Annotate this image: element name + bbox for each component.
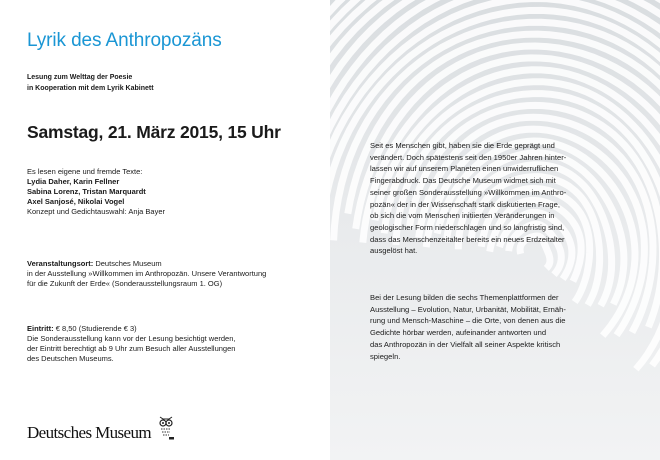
text-line: Ausstellung – Evolution, Natur, Urbanität, Mobilität, Ernäh-	[370, 304, 566, 314]
reader-names: Sabina Lorenz, Tristan Marquardt	[27, 187, 146, 196]
text-line: dass das Menschenzeitalter bereits ein neues Erdzeitalter	[370, 234, 565, 244]
readers-intro: Es lesen eigene und fremde Texte:	[27, 167, 143, 176]
subtitle-line: Lesung zum Welttag der Poesie	[27, 74, 133, 81]
text-line: Bei der Lesung bilden die sechs Themenplattformen der	[370, 293, 559, 302]
readers-block	[27, 167, 327, 217]
text-line: seiner großen Sonderausstellung »Willkommen im Anthro-	[370, 187, 567, 197]
owl-logo-icon	[157, 414, 175, 445]
text-line: lassen wir auf unserem Planeten einen unwiderruflichen	[370, 164, 559, 174]
venue-label: Veranstaltungsort:	[27, 259, 94, 268]
entry-label: Eintritt:	[27, 324, 54, 333]
text-line: verändert. Doch spätestens seit den 1950er Jahren hinter-	[370, 152, 567, 162]
text-line: pozän« der in der Wissenschaft stark diskutierten Frage,	[370, 199, 560, 209]
text-line: rung und Mensch-Maschine – die Orte, von denen aus die	[370, 316, 566, 326]
venue-name: Deutsches Museum	[93, 259, 162, 268]
text-line: ob sich die vom Menschen initiierten Veränderungen in	[370, 211, 555, 221]
venue-line: für die Zukunft der Erde« (Sonderausstellungsraum 1. OG)	[27, 279, 223, 288]
reader-names: Lydia Daher, Karin Fellner	[27, 177, 120, 186]
subtitle-line: in Kooperation mit dem Lyrik Kabinett	[27, 85, 154, 92]
logo-text: Deutsches Museum	[27, 423, 152, 442]
text-line: Gedichte hörbar werden, aufeinander antworten und	[370, 328, 547, 338]
event-date: Samstag, 21. März 2015, 15 Uhr	[27, 122, 281, 142]
text-line: spiegeln.	[370, 351, 401, 361]
text-line: ausgelöst hat.	[370, 246, 418, 256]
entry-line: des Deutschen Museums.	[27, 354, 114, 363]
concept-line: Konzept und Gedichtauswahl: Anja Bayer	[27, 207, 166, 216]
text-line: Fingerabdruck. Das Deutsche Museum widmet sich mit	[370, 176, 556, 186]
flyer-title: Lyrik des Anthropozäns	[27, 30, 222, 51]
reader-names: Axel Sanjosé, Nikolai Vogel	[27, 197, 125, 206]
description-paragraph-1	[370, 140, 625, 257]
text-line: das Anthropozän in der Vielfalt all seiner Aspekte kritisch	[370, 339, 561, 349]
venue-line: in der Ausstellung »Willkommen im Anthropozän. Unsere Verantwortung	[27, 269, 267, 278]
subtitle	[27, 72, 154, 94]
text-line: Seit es Menschen gibt, haben sie die Erde geprägt und	[370, 141, 555, 150]
museum-logo	[27, 412, 175, 443]
entry-block	[27, 324, 327, 364]
description-paragraph-2	[370, 292, 625, 362]
venue-block	[27, 259, 327, 289]
entry-line: Die Sonderausstellung kann vor der Lesung besichtigt werden,	[27, 334, 236, 343]
text-line: geologischer Form niederschlagen und so langfristig sind,	[370, 222, 565, 232]
entry-price: € 8,50 (Studierende € 3)	[53, 324, 137, 333]
entry-line: der Eintritt berechtigt ab 9 Uhr zum Besuch aller Ausstellungen	[27, 344, 236, 353]
